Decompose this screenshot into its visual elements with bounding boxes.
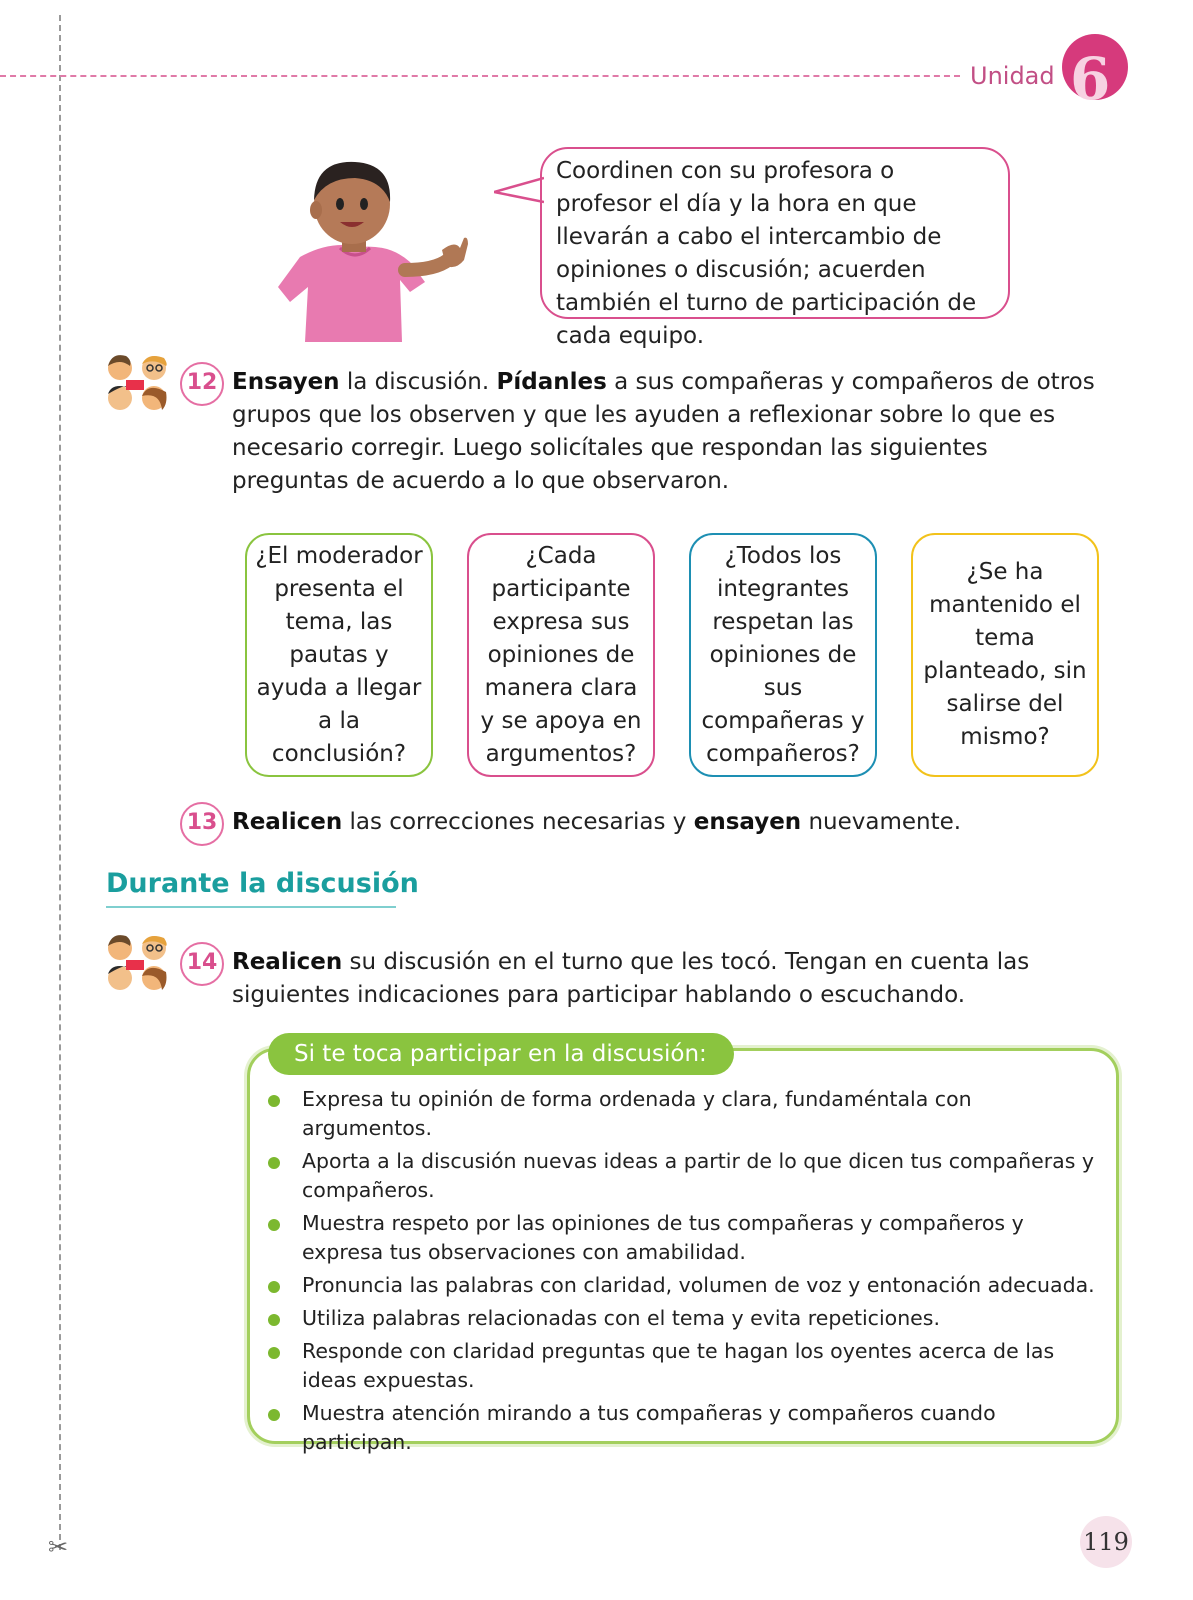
bullet-icon (268, 1281, 280, 1293)
team-work-icon (104, 932, 172, 996)
list-item (262, 1337, 1102, 1395)
tips-title: Si te toca participar en la discusión: (268, 1033, 734, 1075)
list-item-text: Aporta a la discusión nuevas ideas a partir de lo que dicen tus compañeras y compañeros. (302, 1149, 1095, 1202)
step-14-verb: Realicen (232, 949, 343, 975)
step-number: 12 (180, 362, 224, 406)
list-item (262, 1271, 1102, 1300)
team-work-icon (104, 352, 172, 416)
step-12-text-part: la discusión. (339, 369, 497, 395)
list-item (262, 1304, 1102, 1333)
question-card (245, 533, 433, 777)
step-12-verb: Ensayen (232, 369, 340, 395)
question-card (911, 533, 1099, 777)
cut-line (59, 15, 61, 1550)
section-title: Durante la discusión (106, 868, 419, 899)
step-14-text (232, 946, 1098, 1012)
scissors-icon: ✂ (48, 1533, 69, 1561)
step-13-text (232, 806, 1098, 839)
question-text: ¿El moderador presenta el tema, las pautas y ayuda a llegar a la conclusión? (255, 542, 423, 767)
list-item (262, 1147, 1102, 1205)
step-number: 14 (180, 942, 224, 986)
child-illustration-icon (260, 152, 470, 342)
step-13-verb: ensayen (693, 809, 802, 835)
step-12-verb: Pídanles (496, 369, 607, 395)
bullet-icon (268, 1347, 280, 1359)
bullet-icon (268, 1314, 280, 1326)
step-12-text-part: a sus compañeras y compañeros de otros grupos que los observen y que les ayuden a reflexionar sobre lo que es necesario corregir. Luego solicítales que respondan las siguientes preguntas de acuerdo a lo que observaron. (232, 369, 1095, 494)
speech-bubble-tail (494, 176, 544, 206)
list-item (262, 1085, 1102, 1143)
list-item-text: Pronuncia las palabras con claridad, volumen de voz y entonación adecuada. (302, 1273, 1095, 1297)
list-item-text: Muestra respeto por las opiniones de tus compañeras y compañeros y expresa tus observaciones con amabilidad. (302, 1211, 1024, 1264)
page-number: 119 (1080, 1516, 1132, 1568)
question-card (467, 533, 655, 777)
list-item (262, 1209, 1102, 1267)
unit-number: 6 (1070, 45, 1111, 113)
list-item-text: Utiliza palabras relacionadas con el tema y evita repeticiones. (302, 1306, 940, 1330)
question-text: ¿Cada participante expresa sus opiniones de manera clara y se apoya en argumentos? (480, 542, 642, 767)
speech-bubble: Coordinen con su profesora o profesor el día y la hora en que llevarán a cabo el intercambio de opiniones o discusión; acuerden también el turno de participación de cada equipo. (540, 147, 1010, 319)
step-13-text-part: las correcciones necesarias y (342, 809, 694, 835)
section-underline (106, 906, 396, 908)
bullet-icon (268, 1157, 280, 1169)
list-item-text: Responde con claridad preguntas que te hagan los oyentes acerca de las ideas expuestas. (302, 1339, 1055, 1392)
step-14-text-part: su discusión en el turno que les tocó. Tengan en cuenta las siguientes indicaciones para participar hablando o escuchando. (232, 949, 1030, 1008)
unit-label: Unidad (970, 62, 1055, 90)
tips-list (262, 1085, 1102, 1461)
question-card (689, 533, 877, 777)
step-number: 13 (180, 802, 224, 846)
step-13-text-part: nuevamente. (801, 809, 962, 835)
list-item-text: Expresa tu opinión de forma ordenada y clara, fundaméntala con argumentos. (302, 1087, 972, 1140)
bullet-icon (268, 1409, 280, 1421)
bullet-icon (268, 1095, 280, 1107)
header-rule (0, 75, 960, 77)
bullet-icon (268, 1219, 280, 1231)
question-text: ¿Todos los integrantes respetan las opiniones de sus compañeras y compañeros? (701, 542, 865, 767)
list-item (262, 1399, 1102, 1457)
list-item-text: Muestra atención mirando a tus compañeras y compañeros cuando participan. (302, 1401, 996, 1454)
question-text: ¿Se ha mantenido el tema planteado, sin salirse del mismo? (923, 559, 1087, 750)
step-13-verb: Realicen (232, 809, 343, 835)
step-12-text (232, 366, 1098, 498)
